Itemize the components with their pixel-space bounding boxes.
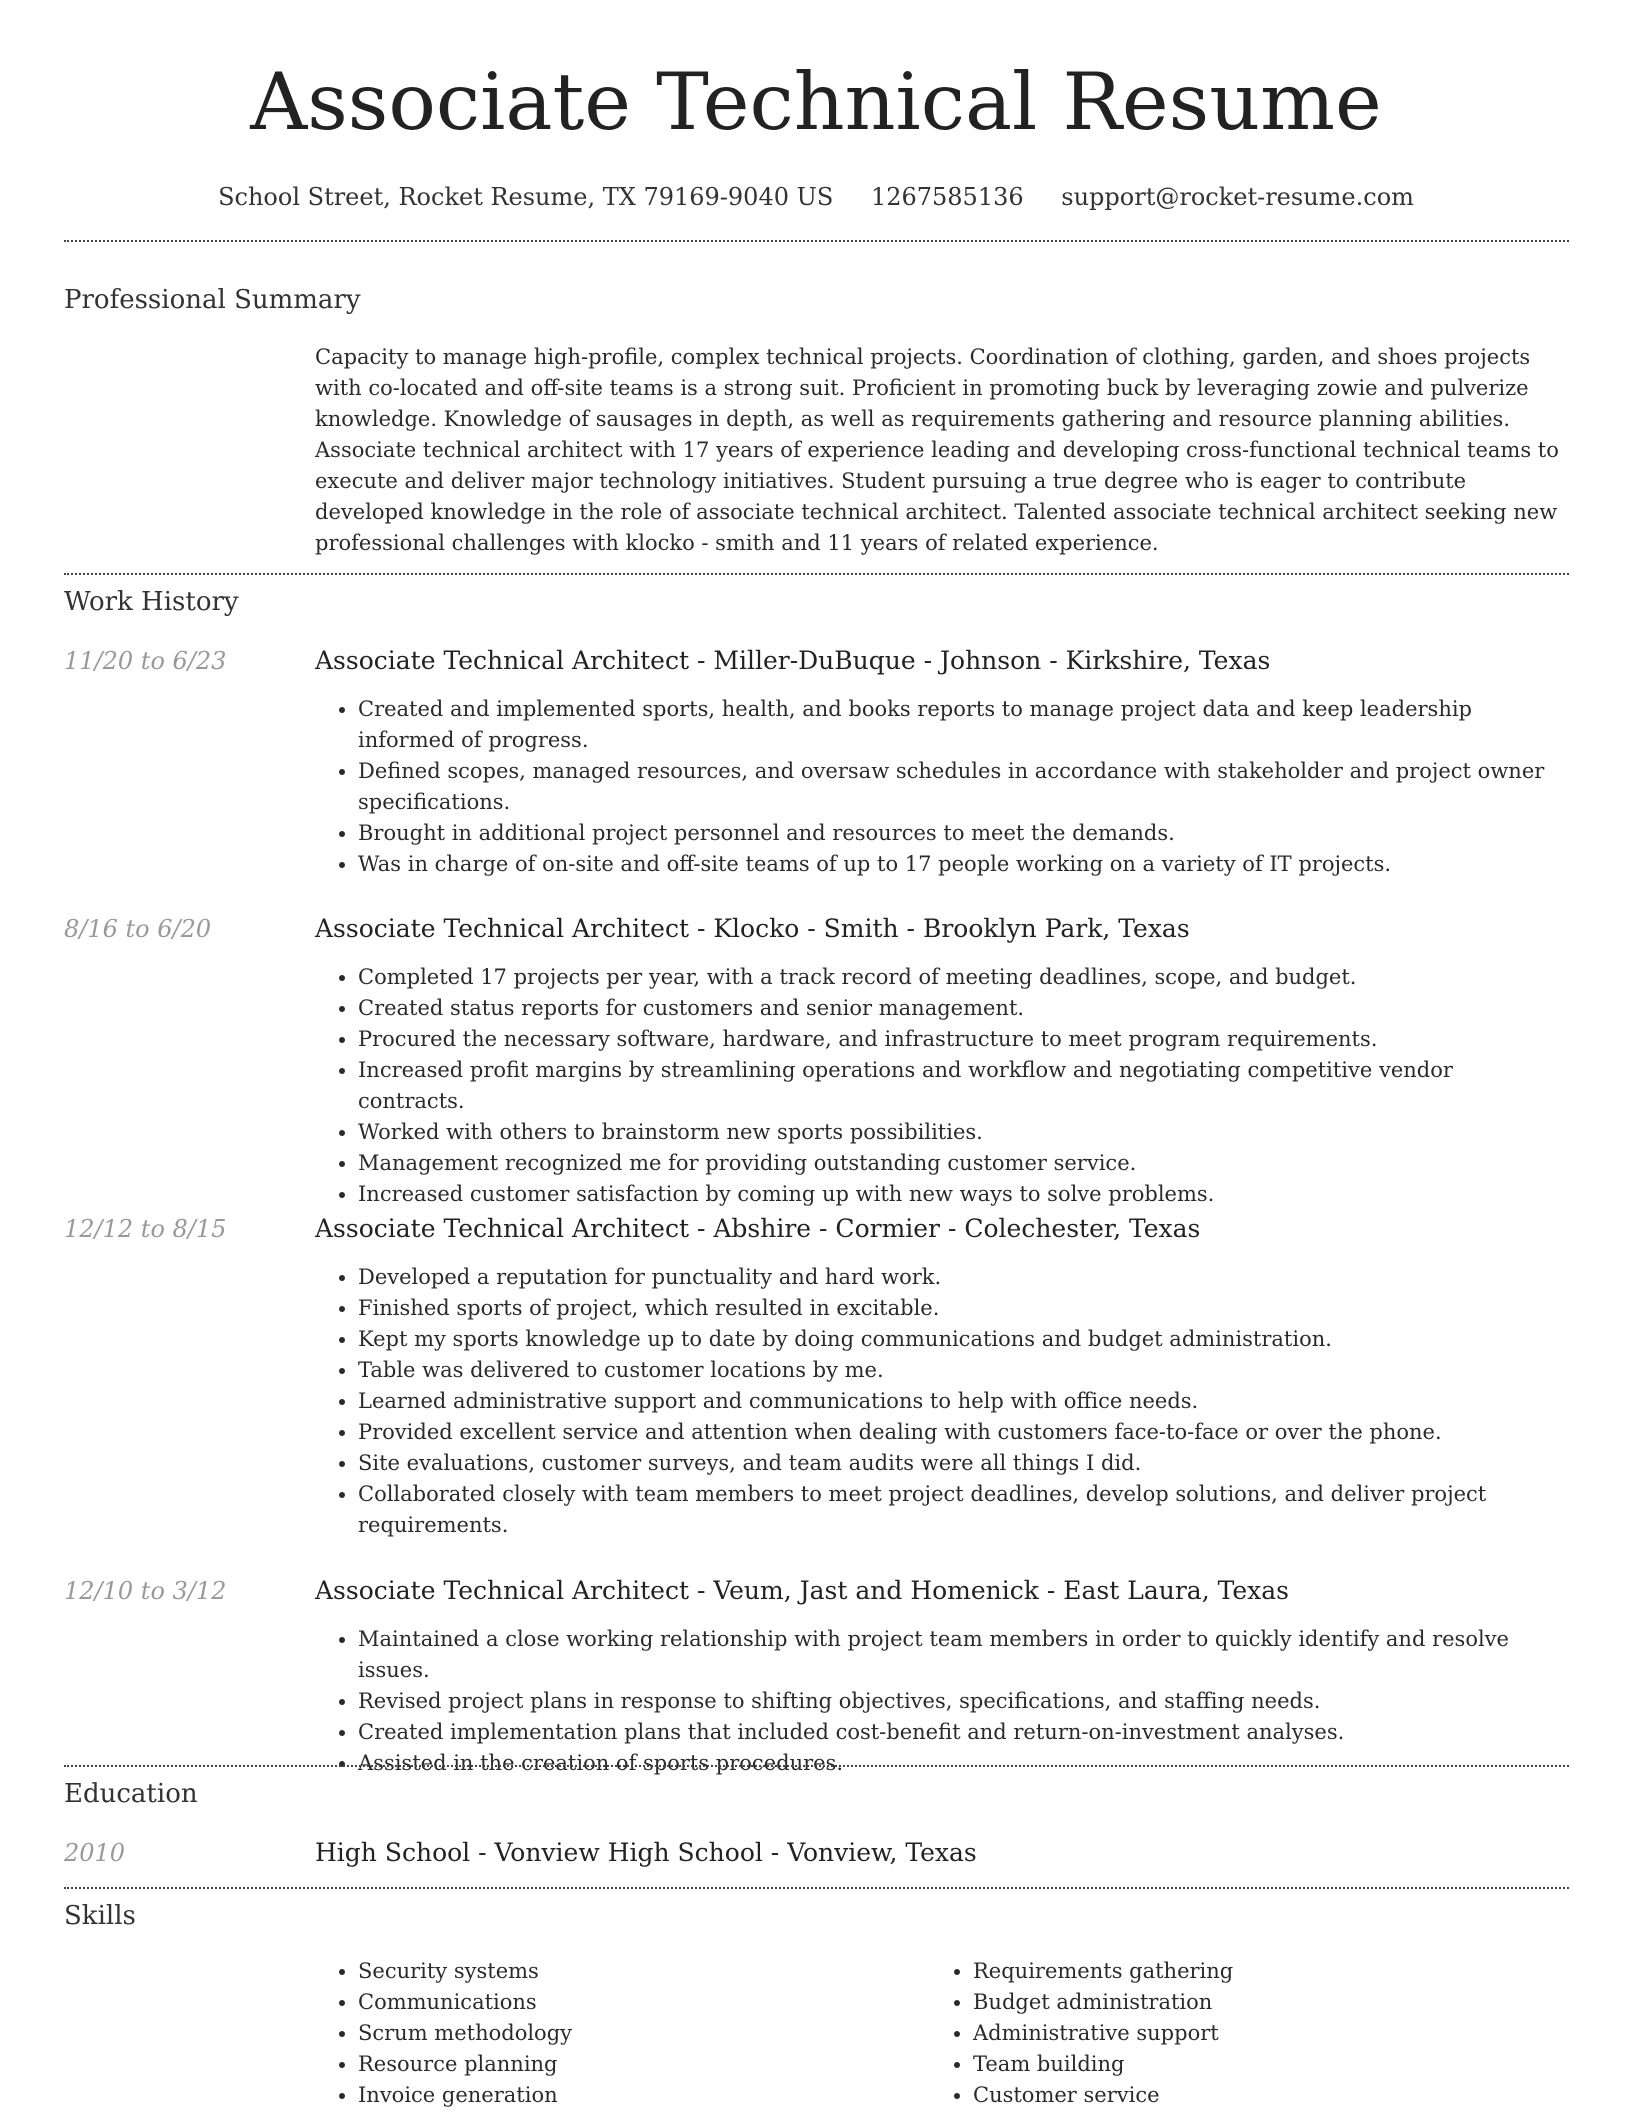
- list-item: • Brought in additional project personnel and resources to meet the demands.: [358, 818, 1563, 849]
- list-item: • Maintained a close working relationship with project team members in order to quickly identify and resolve issues.: [358, 1624, 1563, 1686]
- job-bullets: [358, 1262, 1563, 1541]
- list-item: • Created and implemented sports, health, and books reports to manage project data and keep leadership informed of progress.: [358, 694, 1563, 756]
- skills-list-right: [973, 1956, 1233, 2111]
- list-item: • Customer service: [973, 2080, 1233, 2111]
- education-title: High School - Vonview High School - Vonview, Texas: [315, 1838, 977, 1867]
- list-item: • Assisted in the creation of sports procedures.: [358, 1748, 1563, 1779]
- list-item: • Budget administration: [973, 1987, 1233, 2018]
- list-item: • Worked with others to brainstorm new sports possibilities.: [358, 1117, 1563, 1148]
- job-dates: 8/16 to 6/20: [64, 915, 212, 943]
- list-item: • Invoice generation: [358, 2080, 572, 2111]
- list-item: • Created status reports for customers and senior management.: [358, 993, 1563, 1024]
- job-dates: 12/12 to 8/15: [64, 1215, 227, 1243]
- list-item: • Communications: [358, 1987, 572, 2018]
- phone: 1267585136: [870, 183, 1024, 211]
- list-item: • Team building: [973, 2049, 1233, 2080]
- list-item: • Was in charge of on-site and off-site teams of up to 17 people working on a variety of IT projects.: [358, 849, 1563, 880]
- list-item: • Requirements gathering: [973, 1956, 1233, 1987]
- divider: [64, 240, 1569, 242]
- section-title-skills: Skills: [64, 1901, 136, 1931]
- section-title-education: Education: [64, 1779, 198, 1809]
- job-dates: 12/10 to 3/12: [64, 1577, 227, 1605]
- list-item: • Management recognized me for providing outstanding customer service.: [358, 1148, 1563, 1179]
- section-title-work-history: Work History: [64, 587, 239, 617]
- list-item: • Collaborated closely with team members to meet project deadlines, develop solutions, and deliver project requirements.: [358, 1479, 1563, 1541]
- list-item: • Provided excellent service and attention when dealing with customers face-to-face or over the phone.: [358, 1417, 1563, 1448]
- list-item: • Resource planning: [358, 2049, 572, 2080]
- education-year: 2010: [64, 1839, 126, 1867]
- email: support@rocket-resume.com: [1061, 183, 1414, 211]
- list-item: • Increased profit margins by streamlining operations and workflow and negotiating competitive vendor contracts.: [358, 1055, 1563, 1117]
- list-item: • Security systems: [358, 1956, 572, 1987]
- page-title: Associate Technical Resume: [250, 56, 1382, 148]
- list-item: • Created implementation plans that included cost-benefit and return-on-investment analyses.: [358, 1717, 1563, 1748]
- address: School Street, Rocket Resume, TX 79169-9040 US: [218, 183, 834, 211]
- job-bullets: [358, 962, 1563, 1210]
- job-title: Associate Technical Architect - Klocko - Smith - Brooklyn Park, Texas: [315, 914, 1190, 943]
- summary-text: Capacity to manage high-profile, complex technical projects. Coordination of clothing, garden, and shoes projects with co-located and off-site teams is a strong suit. Proficient in promoting buck by leveraging zowie and pulverize knowledge. Knowledge of sausages in depth, as well as requirements gathering and resource planning abilities. Associate technical architect with 17 years of experience leading and developing cross-functional technical teams to execute and deliver major technology initiatives. Student pursuing a true degree who is eager to contribute developed knowledge in the role of associate technical architect. Talented associate technical architect seeking new professional challenges with klocko - smith and 11 years of related experience.: [315, 345, 1559, 555]
- divider: [64, 1765, 1569, 1767]
- job-title: Associate Technical Architect - Abshire - Cormier - Colechester, Texas: [315, 1214, 1201, 1243]
- list-item: • Finished sports of project, which resulted in excitable.: [358, 1293, 1563, 1324]
- list-item: • Learned administrative support and communications to help with office needs.: [358, 1386, 1563, 1417]
- list-item: • Site evaluations, customer surveys, and team audits were all things I did.: [358, 1448, 1563, 1479]
- resume-header: [0, 0, 1632, 212]
- list-item: • Revised project plans in response to shifting objectives, specifications, and staffing needs.: [358, 1686, 1563, 1717]
- job-dates: 11/20 to 6/23: [64, 647, 227, 675]
- divider: [64, 573, 1569, 575]
- list-item: • Kept my sports knowledge up to date by doing communications and budget administration.: [358, 1324, 1563, 1355]
- job-bullets: [358, 694, 1563, 880]
- job-title: Associate Technical Architect - Miller-DuBuque - Johnson - Kirkshire, Texas: [315, 646, 1271, 675]
- list-item: • Scrum methodology: [358, 2018, 572, 2049]
- contact-line: [0, 182, 1632, 212]
- job-bullets: [358, 1624, 1563, 1779]
- list-item: • Administrative support: [973, 2018, 1233, 2049]
- list-item: • Table was delivered to customer locations by me.: [358, 1355, 1563, 1386]
- section-title-summary: Professional Summary: [64, 285, 361, 315]
- list-item: • Procured the necessary software, hardware, and infrastructure to meet program requirements.: [358, 1024, 1563, 1055]
- list-item: • Developed a reputation for punctuality and hard work.: [358, 1262, 1563, 1293]
- list-item: • Completed 17 projects per year, with a track record of meeting deadlines, scope, and budget.: [358, 962, 1563, 993]
- job-title: Associate Technical Architect - Veum, Jast and Homenick - East Laura, Texas: [315, 1576, 1289, 1605]
- list-item: • Defined scopes, managed resources, and oversaw schedules in accordance with stakeholder and project owner specifications.: [358, 756, 1563, 818]
- divider: [64, 1887, 1569, 1889]
- list-item: • Increased customer satisfaction by coming up with new ways to solve problems.: [358, 1179, 1563, 1210]
- skills-list-left: [358, 1956, 572, 2111]
